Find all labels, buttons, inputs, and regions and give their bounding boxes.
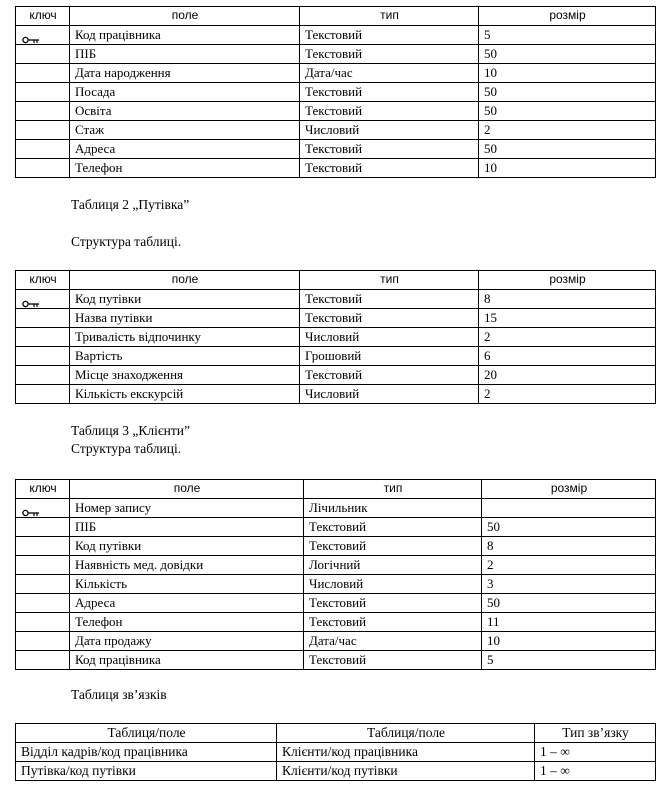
size-cell: 10 xyxy=(479,64,656,83)
field-cell: Код путівки xyxy=(70,537,304,556)
size-cell: 8 xyxy=(482,537,656,556)
table-row xyxy=(16,347,656,366)
size-cell: 10 xyxy=(482,632,656,651)
header-type: тип xyxy=(300,271,479,290)
table-header-row xyxy=(16,480,656,499)
table-2-structure-label: Структура таблиці. xyxy=(71,234,182,249)
type-cell: Текстовий xyxy=(304,651,482,670)
field-cell: Назва путівки xyxy=(70,309,300,328)
size-cell: 10 xyxy=(479,159,656,178)
type-cell: Текстовий xyxy=(300,309,479,328)
target-table-field-cell: Клієнти/код працівника xyxy=(277,743,535,762)
table-row xyxy=(16,594,656,613)
table-body xyxy=(16,743,656,781)
key-cell xyxy=(16,159,70,178)
table-header-row xyxy=(16,7,656,26)
table-row xyxy=(16,537,656,556)
relations-table xyxy=(15,723,656,781)
table-2-caption: Таблиця 2 „Путівка” xyxy=(71,197,190,212)
size-cell: 2 xyxy=(482,556,656,575)
key-cell xyxy=(16,309,70,328)
target-table-field-cell: Клієнти/код путівки xyxy=(277,762,535,781)
type-cell: Числовий xyxy=(300,385,479,404)
field-cell: Адреса xyxy=(70,594,304,613)
type-cell: Числовий xyxy=(300,121,479,140)
table-row xyxy=(16,743,656,762)
table-row xyxy=(16,651,656,670)
header-type: тип xyxy=(300,7,479,26)
table-row xyxy=(16,309,656,328)
clients-structure-table xyxy=(15,479,656,670)
header-field: поле xyxy=(70,271,300,290)
table-row xyxy=(16,121,656,140)
employees-structure-table xyxy=(15,6,656,178)
table-row xyxy=(16,632,656,651)
table-row xyxy=(16,328,656,347)
relation-type-cell: 1 – ∞ xyxy=(535,762,656,781)
type-cell: Текстовий xyxy=(300,366,479,385)
header-table-field-2: Таблиця/поле xyxy=(277,724,535,743)
size-cell: 8 xyxy=(479,290,656,309)
table-body xyxy=(16,290,656,404)
field-cell: Посада xyxy=(70,83,300,102)
table-4-caption: Таблиця зв’язків xyxy=(71,687,167,702)
relation-type-cell: 1 – ∞ xyxy=(535,743,656,762)
field-cell: Освіта xyxy=(70,102,300,121)
key-cell xyxy=(16,140,70,159)
size-cell: 50 xyxy=(482,594,656,613)
table-row xyxy=(16,45,656,64)
key-cell xyxy=(16,102,70,121)
header-size: розмір xyxy=(479,271,656,290)
key-cell xyxy=(16,651,70,670)
size-cell: 50 xyxy=(479,83,656,102)
table-row xyxy=(16,64,656,83)
key-cell xyxy=(16,366,70,385)
key-cell xyxy=(16,64,70,83)
type-cell: Текстовий xyxy=(304,594,482,613)
key-cell xyxy=(16,121,70,140)
key-cell xyxy=(16,613,70,632)
key-cell xyxy=(16,83,70,102)
type-cell: Текстовий xyxy=(300,83,479,102)
primary-key-icon xyxy=(22,32,40,40)
field-cell: Код працівника xyxy=(70,26,300,45)
table-row xyxy=(16,140,656,159)
field-cell: Дата продажу xyxy=(70,632,304,651)
field-cell: Код працівника xyxy=(70,651,304,670)
header-field: поле xyxy=(70,7,300,26)
table-row xyxy=(16,575,656,594)
key-cell xyxy=(16,45,70,64)
key-cell xyxy=(16,556,70,575)
table-3-caption: Таблиця 3 „Клієнти” xyxy=(71,423,190,438)
primary-key-icon xyxy=(22,505,40,513)
table-row xyxy=(16,102,656,121)
field-cell: Номер запису xyxy=(70,499,304,518)
type-cell: Текстовий xyxy=(300,140,479,159)
header-type: тип xyxy=(304,480,482,499)
key-cell xyxy=(16,347,70,366)
field-cell: Кількість екскурсій xyxy=(70,385,300,404)
field-cell: Наявність мед. довідки xyxy=(70,556,304,575)
header-key: ключ xyxy=(16,271,70,290)
size-cell: 15 xyxy=(479,309,656,328)
field-cell: Кількість xyxy=(70,575,304,594)
size-cell: 5 xyxy=(479,26,656,45)
table-row xyxy=(16,366,656,385)
field-cell: Телефон xyxy=(70,159,300,178)
key-cell xyxy=(16,290,70,309)
header-key: ключ xyxy=(16,7,70,26)
header-size: розмір xyxy=(479,7,656,26)
key-cell xyxy=(16,328,70,347)
field-cell: ПІБ xyxy=(70,518,304,537)
type-cell: Текстовий xyxy=(300,159,479,178)
source-table-field-cell: Путівка/код путівки xyxy=(16,762,277,781)
size-cell: 2 xyxy=(479,121,656,140)
type-cell: Дата/час xyxy=(304,632,482,651)
key-cell xyxy=(16,632,70,651)
table-row xyxy=(16,290,656,309)
header-key: ключ xyxy=(16,480,70,499)
type-cell: Числовий xyxy=(304,575,482,594)
key-cell xyxy=(16,499,70,518)
table-row xyxy=(16,556,656,575)
key-cell xyxy=(16,26,70,45)
key-cell xyxy=(16,537,70,556)
type-cell: Грошовий xyxy=(300,347,479,366)
type-cell: Текстовий xyxy=(300,45,479,64)
key-cell xyxy=(16,518,70,537)
field-cell: Код путівки xyxy=(70,290,300,309)
size-cell xyxy=(482,499,656,518)
table-row xyxy=(16,613,656,632)
table-row xyxy=(16,518,656,537)
table-row xyxy=(16,385,656,404)
field-cell: Телефон xyxy=(70,613,304,632)
table-row xyxy=(16,83,656,102)
size-cell: 50 xyxy=(479,102,656,121)
table-row xyxy=(16,499,656,518)
table-body xyxy=(16,499,656,670)
field-cell: Дата народження xyxy=(70,64,300,83)
field-cell: Місце знаходження xyxy=(70,366,300,385)
type-cell: Текстовий xyxy=(304,537,482,556)
type-cell: Числовий xyxy=(300,328,479,347)
tours-structure-table xyxy=(15,270,656,404)
table-header-row xyxy=(16,271,656,290)
size-cell: 50 xyxy=(479,45,656,64)
size-cell: 50 xyxy=(482,518,656,537)
size-cell: 5 xyxy=(482,651,656,670)
field-cell: Тривалість відпочинку xyxy=(70,328,300,347)
table-row xyxy=(16,159,656,178)
size-cell: 6 xyxy=(479,347,656,366)
table-body xyxy=(16,26,656,178)
type-cell: Текстовий xyxy=(300,26,479,45)
table-header-row xyxy=(16,724,656,743)
size-cell: 2 xyxy=(479,385,656,404)
table-row xyxy=(16,26,656,45)
size-cell: 11 xyxy=(482,613,656,632)
type-cell: Текстовий xyxy=(300,102,479,121)
header-table-field-1: Таблиця/поле xyxy=(16,724,277,743)
type-cell: Лічильник xyxy=(304,499,482,518)
header-field: поле xyxy=(70,480,304,499)
field-cell: ПІБ xyxy=(70,45,300,64)
size-cell: 3 xyxy=(482,575,656,594)
key-cell xyxy=(16,385,70,404)
size-cell: 2 xyxy=(479,328,656,347)
table-3-structure-label: Структура таблиці. xyxy=(71,441,182,456)
field-cell: Адреса xyxy=(70,140,300,159)
size-cell: 20 xyxy=(479,366,656,385)
type-cell: Текстовий xyxy=(304,613,482,632)
type-cell: Текстовий xyxy=(304,518,482,537)
key-cell xyxy=(16,594,70,613)
field-cell: Вартість xyxy=(70,347,300,366)
header-size: розмір xyxy=(482,480,656,499)
type-cell: Дата/час xyxy=(300,64,479,83)
table-row xyxy=(16,762,656,781)
header-relation-type: Тип зв’язку xyxy=(535,724,656,743)
key-cell xyxy=(16,575,70,594)
type-cell: Текстовий xyxy=(300,290,479,309)
type-cell: Логічний xyxy=(304,556,482,575)
source-table-field-cell: Відділ кадрів/код працівника xyxy=(16,743,277,762)
field-cell: Стаж xyxy=(70,121,300,140)
size-cell: 50 xyxy=(479,140,656,159)
primary-key-icon xyxy=(22,296,40,304)
